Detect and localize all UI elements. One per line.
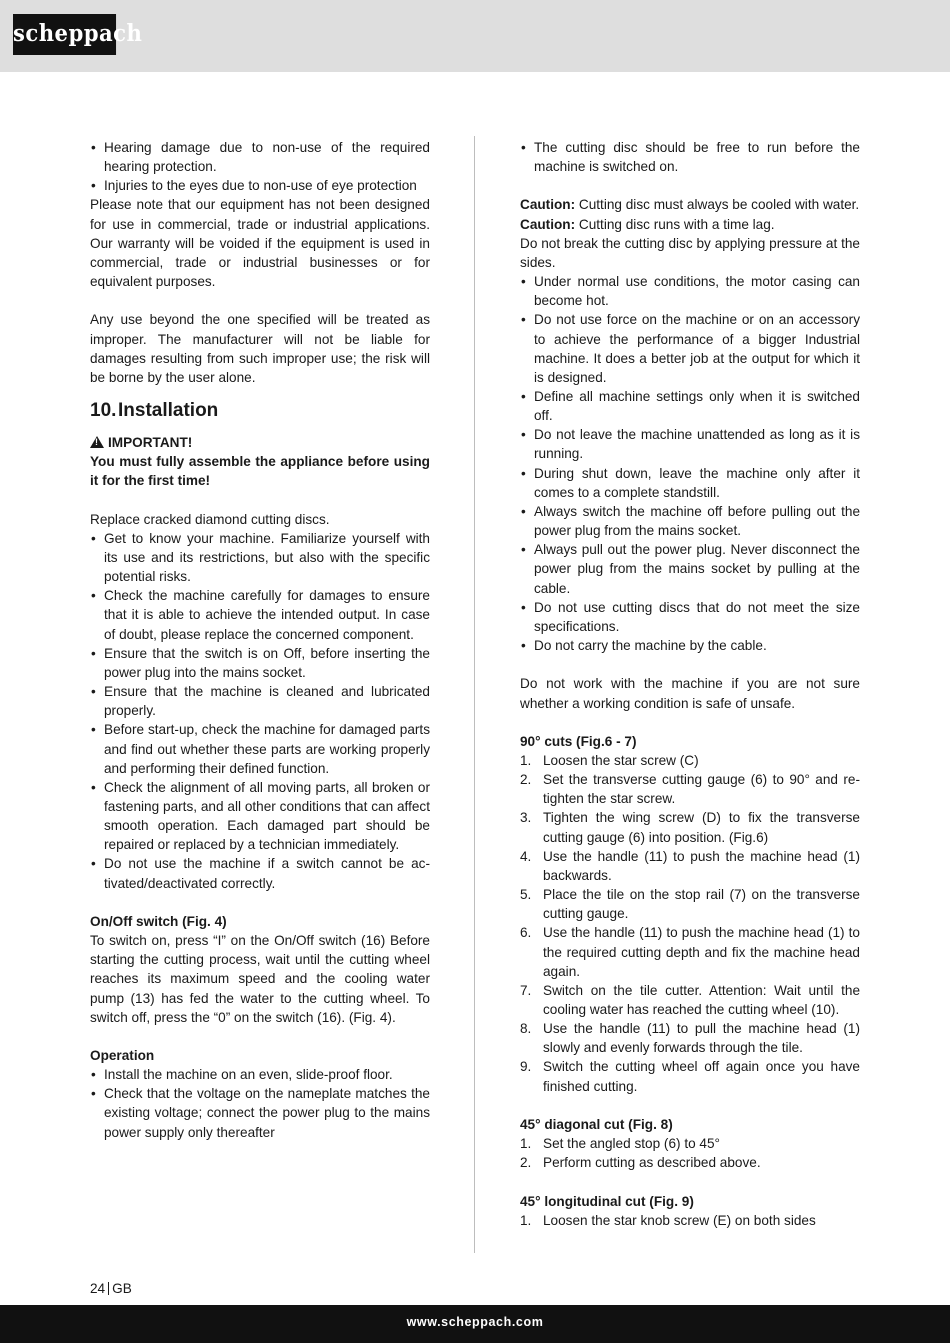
page-number	[90, 1279, 132, 1298]
list-item: • Ensure that the switch is on Off, before inserting the power plug into the mains socket.	[90, 644, 430, 682]
list-item: 2. Set the transverse cutting gauge (6) to 90° and re-tighten the star screw.	[520, 772, 860, 807]
bullet-list-hazards	[90, 138, 430, 195]
replace-discs-text: Replace cracked diamond cutting discs.	[90, 511, 330, 527]
list-item: 5. Place the tile on the stop rail (7) on the transverse cutting gauge.	[520, 887, 860, 922]
page-number-separator	[108, 1282, 109, 1295]
cuts90-heading: 90° cuts (Fig.6 - 7)	[520, 733, 637, 749]
warning-triangle-icon	[90, 436, 104, 448]
onoff-heading: On/Off switch (Fig. 4)	[90, 913, 227, 929]
list-item: 1. Set the angled stop (6) to 45°	[520, 1136, 720, 1152]
column-divider	[474, 136, 475, 1253]
unsure-text: Do not work with the machine if you are not sure whether a working condition is safe of unsafe.	[520, 676, 860, 711]
bullet-list-safety	[520, 272, 860, 655]
list-item: • Always pull out the power plug. Never disconnect the power plug from the mains socket by pulling at the cable.	[520, 540, 860, 597]
operation-heading: Operation	[90, 1047, 155, 1063]
list-item: • Do not use cutting discs that do not meet the size specifications.	[520, 598, 860, 636]
section-number: 10.	[90, 400, 117, 422]
list-item: 3. Tighten the wing screw (D) to fix the transverse cutting gauge (6) into position. (Fig.6)	[520, 810, 860, 845]
list-item: • Check that the voltage on the nameplate matches the existing voltage; connect the power plug to the mains power supply only thereafter	[90, 1084, 430, 1141]
list-item: • Injuries to the eyes due to non-use of eye protection	[90, 176, 430, 195]
list-item: • Hearing damage due to non-use of the required hearing protection.	[90, 138, 430, 176]
bullet-list-disc	[520, 138, 860, 176]
list-item: 2. Perform cutting as described above.	[520, 1155, 761, 1171]
list-item: • Do not carry the machine by the cable.	[520, 636, 860, 655]
bullet-list-checks	[90, 529, 430, 893]
caution-text: Cutting disc must always be cooled with water.	[575, 197, 860, 213]
list-item: 7. Switch on the tile cutter. Attention: Wait until the cooling water has reached the cutting wheel (10).	[520, 982, 860, 1017]
important-text: You must fully assemble the appliance before using it for the first time!	[90, 454, 430, 489]
page-header	[0, 0, 950, 72]
list-item: • Check the alignment of all moving parts, all broken or fastening parts, and all other conditions that can affect smooth operation. Each damaged part should be repaired or replaced by a technician immediately.	[90, 778, 430, 855]
scheppach-logo: scheppach	[13, 14, 116, 55]
list-item: • Ensure that the machine is cleaned and lubricated properly.	[90, 682, 430, 720]
section-heading	[90, 387, 430, 433]
list-item: 6. Use the handle (11) to push the machine head (1) to the required cutting depth and fix the machine head again.	[520, 925, 860, 979]
list-item: • Install the machine on an even, slide-proof floor.	[90, 1065, 430, 1084]
list-item: • Do not use the machine if a switch cannot be activated/deactivated correctly.	[90, 854, 430, 892]
page-number-value: 24	[90, 1281, 106, 1296]
footer-url: www.scheppach.com	[406, 1315, 544, 1329]
list-item: • The cutting disc should be free to run before the machine is switched on.	[520, 138, 860, 176]
caution-label: Caution:	[520, 216, 576, 232]
paragraph-commercial-use: Please note that our equipment has not been designed for use in commercial, trade or industrial applications. Our warranty will be voided if the equipment is used in commercial, trade or industrial businesses or for equivalent purposes.	[90, 197, 430, 290]
left-column	[90, 138, 430, 1142]
break-disc-text: Do not break the cutting disc by applying pressure at the sides.	[520, 235, 860, 270]
diagonal-cut-heading: 45° diagonal cut (Fig. 8)	[520, 1116, 673, 1132]
list-item: • During shut down, leave the machine only after it comes to a complete standstill.	[520, 464, 860, 502]
important-label: IMPORTANT!	[108, 435, 193, 451]
list-item: • Always switch the machine off before pulling out the power plug from the mains socket.	[520, 502, 860, 540]
list-item: • Check the machine carefully for damages to ensure that it is able to achieve the intended output. In case of doubt, please replace the concerned component.	[90, 586, 430, 643]
caution-cooling	[520, 195, 860, 214]
list-item: • Define all machine settings only when it is switched off.	[520, 387, 860, 425]
list-item: 4. Use the handle (11) to push the machine head (1) backwards.	[520, 848, 860, 883]
list-item: • Before start-up, check the machine for damaged parts and find out whether these parts are working properly and performing their defined function.	[90, 720, 430, 777]
bullet-list-operation	[90, 1065, 430, 1142]
list-item: • Get to know your machine. Familiarize yourself with its use and its restrictions, but also with the specific potential risks.	[90, 529, 430, 586]
list-item: 1. Loosen the star knob screw (E) on both sides	[520, 1212, 816, 1228]
list-item: • Under normal use conditions, the motor casing can become hot.	[520, 272, 860, 310]
important-notice	[90, 433, 430, 452]
right-column	[520, 138, 860, 1230]
steps-90-cuts	[520, 751, 860, 1096]
list-item: 8. Use the handle (11) to pull the machine head (1) slowly and evenly forwards through the tile.	[520, 1021, 860, 1056]
paragraph-improper-use: Any use beyond the one specified will be treated as improper. The manufacturer will not be liable for damages resulting from such improper use; the risk will be borne by the user alone.	[90, 312, 430, 385]
list-item: 1. Loosen the star screw (C)	[520, 752, 699, 768]
page-language: GB	[112, 1281, 132, 1296]
caution-text: Cutting disc runs with a time lag.	[575, 216, 775, 232]
caution-time-lag	[520, 215, 860, 234]
list-item: • Do not use force on the machine or on an accessory to achieve the performance of a bigger Industrial machine. It does a better job at the output for which it is designed.	[520, 310, 860, 387]
onoff-text: To switch on, press “I” on the On/Off switch (16) Before starting the cutting process, wait until the cutting wheel reaches its maximum speed and the cooling water pump (13) has fed the water to the cutting wheel. To switch off, press the “0” on the switch (16). (Fig. 4).	[90, 933, 430, 1025]
list-item: 9. Switch the cutting wheel off again once you have finished cutting.	[520, 1059, 860, 1094]
longitudinal-cut-heading: 45° longitudinal cut (Fig. 9)	[520, 1193, 694, 1209]
list-item: • Do not leave the machine unattended as long as it is running.	[520, 425, 860, 463]
steps-longitudinal-cut	[520, 1211, 860, 1230]
caution-label: Caution:	[520, 197, 576, 213]
section-title: Installation	[118, 400, 219, 422]
steps-diagonal-cut	[520, 1134, 860, 1172]
page-footer	[0, 1305, 950, 1343]
